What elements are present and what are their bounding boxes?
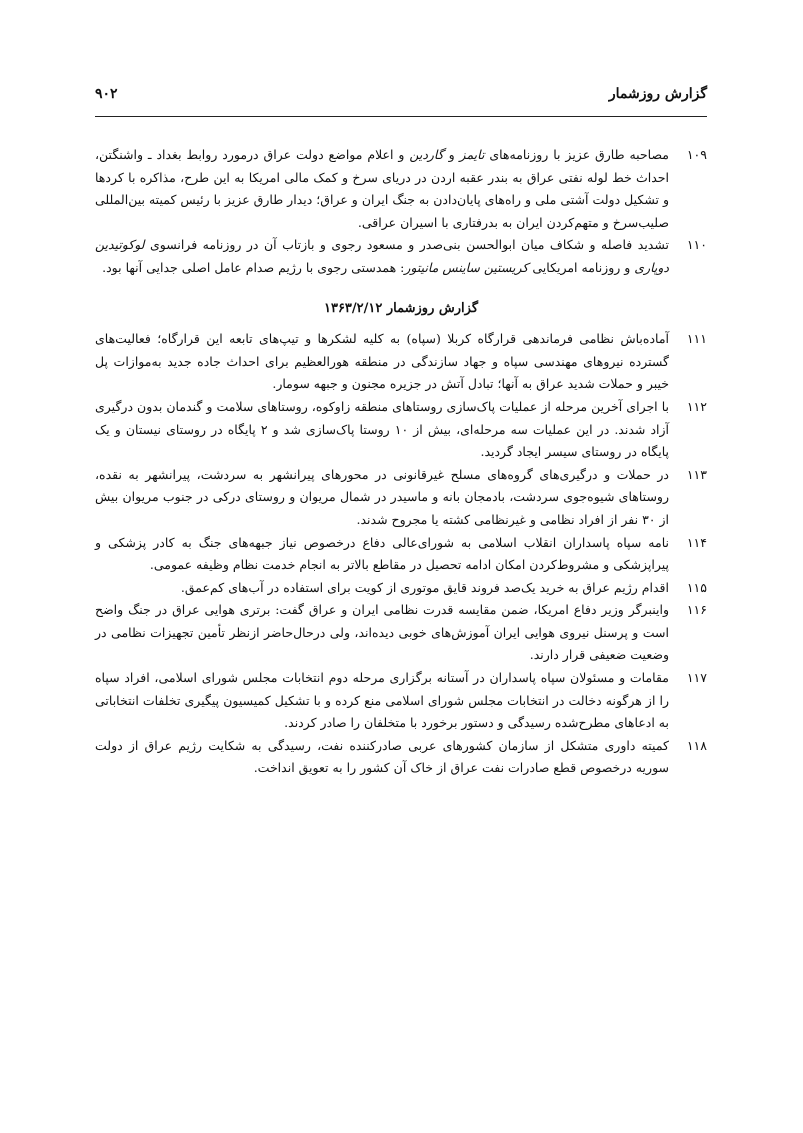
- entry-text: کمیته داوری متشکل از سازمان کشورهای عربی صادرکننده نفت، رسیدگی به شکایت رژیم عراق از دولت سوریه درخصوص قطع صادرات نفت عراق از خاک آن کشور را به تعویق انداخت.: [95, 737, 669, 776]
- entry-number: ۱۱۲: [686, 398, 707, 414]
- publication-name: کریستین ساینس مانیتور: [404, 259, 529, 275]
- running-header: [95, 86, 707, 110]
- entry: [95, 667, 707, 735]
- entry-text-part: : همدستی رجوی با رژیم صدام عامل اصلی جدایی آنها بود.: [102, 259, 405, 275]
- entry-text-part: مصاحبه طارق عزیز با روزنامه‌های: [484, 147, 669, 162]
- entry-text: نامه سپاه پاسداران انقلاب اسلامی به شورای‌عالی دفاع درخصوص نیاز جبهه‌های جنگ به کادر پزشکی و پیراپزشکی و مشروط‌کردن امکان ادامه تحصیل در مقاطع بالاتر به انجام خدمت نظام وظیفه عمومی.: [95, 534, 669, 573]
- publication-name: لوکوتیدین دوپاری: [95, 237, 669, 275]
- entry-text: مقامات و مسئولان سپاه پاسداران در آستانه برگزاری مرحله دوم انتخابات مجلس شورای اسلامی، افراد سپاه را از هرگونه دخالت در انتخابات مجلس شورای اسلامی منع کرده و با تشکیل کمیسیون پیگیری تخلفات انتخاباتی به ادعاهای مطرح‌شده رسیدگی و دستور برخورد با متخلفان را صادر کردند.: [95, 670, 669, 731]
- entry-number: ۱۱۸: [686, 737, 707, 753]
- entry-number: ۱۱۳: [686, 466, 707, 482]
- running-header-title: گزارش روزشمار: [608, 86, 707, 102]
- entry-text: [95, 234, 669, 279]
- entry-text: اقدام رژیم عراق به خرید یک‌صد فروند قایق موتوری از کویت برای استفاده در آب‌های کم‌عمق.: [180, 579, 669, 595]
- entry: [95, 396, 707, 464]
- page-number: ۹۰۲: [95, 86, 118, 102]
- publication-name: تایمز: [459, 147, 485, 162]
- entry-number: ۱۱۰: [686, 237, 707, 253]
- header-rule: [95, 116, 707, 117]
- entry: [95, 577, 707, 600]
- entry-number: ۱۱۶: [686, 602, 707, 618]
- entry-text-part: تشدید فاصله و شکاف میان ابوالحسن بنی‌صدر و مسعود رجوی و بازتاب آن در روزنامه فرانسوی: [144, 237, 669, 253]
- entry: [95, 328, 707, 396]
- entry: [95, 532, 707, 577]
- entry: [95, 735, 707, 780]
- entry-number: ۱۱۵: [686, 579, 707, 595]
- section-heading: گزارش روزشمار ۱۳۶۳/۲/۱۲: [323, 300, 479, 316]
- entry: [95, 464, 707, 532]
- entry-number: ۱۱۴: [686, 534, 707, 550]
- entry: [95, 599, 707, 667]
- entry-number: ۱۰۹: [686, 147, 707, 162]
- entry-text: واینبرگر وزیر دفاع امریکا، ضمن مقایسه قدرت نظامی ایران و عراق گفت: برتری هوایی عراق در جنگ واضح است و پرسنل نیروی هوایی ایران آموزش‌های خوبی دیده‌اند، ولی درحال‌حاضر ازنظر تأمین تجهیزات نظامی در وضعیت ضعیفی قرار دارند.: [95, 602, 669, 663]
- publication-name: گاردین: [409, 147, 444, 162]
- entry: [95, 234, 707, 279]
- entry-number: ۱۱۷: [686, 670, 707, 686]
- entry-text-part: و: [443, 147, 460, 162]
- entry-number: ۱۱۱: [686, 331, 707, 347]
- document-body: [95, 144, 707, 780]
- entry-text: آماده‌باش نظامی فرماندهی قرارگاه کربلا (سپاه) به کلیه لشکرها و تیپ‌های تابعه این قرارگاه؛ فعالیت‌های گسترده نیروهای مهندسی سپاه و جهاد سازندگی در منطقه هورالعظیم برای احداث جاده جدید به‌موازات پل خیبر و حملات شدید عراق به آنها؛ تبادل آتش در جزیره مجنون و جبهه سومار.: [95, 331, 669, 392]
- entry-text-part: و اعلام مواضع دولت عراق درمورد روابط بغداد ـ واشنگتن، احداث خط لوله نفتی عراق به بندر عقبه اردن در دریای سرخ و کمک مالی امریکا به این طرح، مذاکره با کردها و تشکیل دولت آشتی ملی و راه‌های پایان‌دادن به جنگ ایران و عراق؛ دیدار طارق عزیز با رئیس کمیته بین‌المللی صلیب‌سرخ و متهم‌کردن ایران به بدرفتاری با اسیران عراقی.: [95, 147, 669, 230]
- entry-text: در حملات و درگیری‌های گروه‌های مسلح غیرقانونی در محورهای پیرانشهر به سردشت، پیرانشهر به نقده، روستاهای شیوه‌جوی سردشت، بادمجان بانه و ماسیدر در شمال مریوان و روستای درکی در جنوب مریوان بیش از ۳۰ نفر از افراد نظامی و غیرنظامی کشته یا مجروح شدند.: [95, 466, 669, 527]
- entry-text: [95, 144, 669, 234]
- entry-text: با اجرای آخرین مرحله از عملیات پاک‌سازی روستاهای منطقه زاوکوه، روستاهای سلامت و گندمان بدون درگیری آزاد شدند. در این عملیات سه مرحله‌ای، بیش از ۱۰ روستا پاک‌سازی شد و ۲ پایگاه در روستای نیستان و یک پایگاه در روستای سیسر ایجاد گردید.: [95, 398, 670, 460]
- entry-text-part: و روزنامه امریکایی: [528, 259, 635, 275]
- entry: [95, 144, 707, 234]
